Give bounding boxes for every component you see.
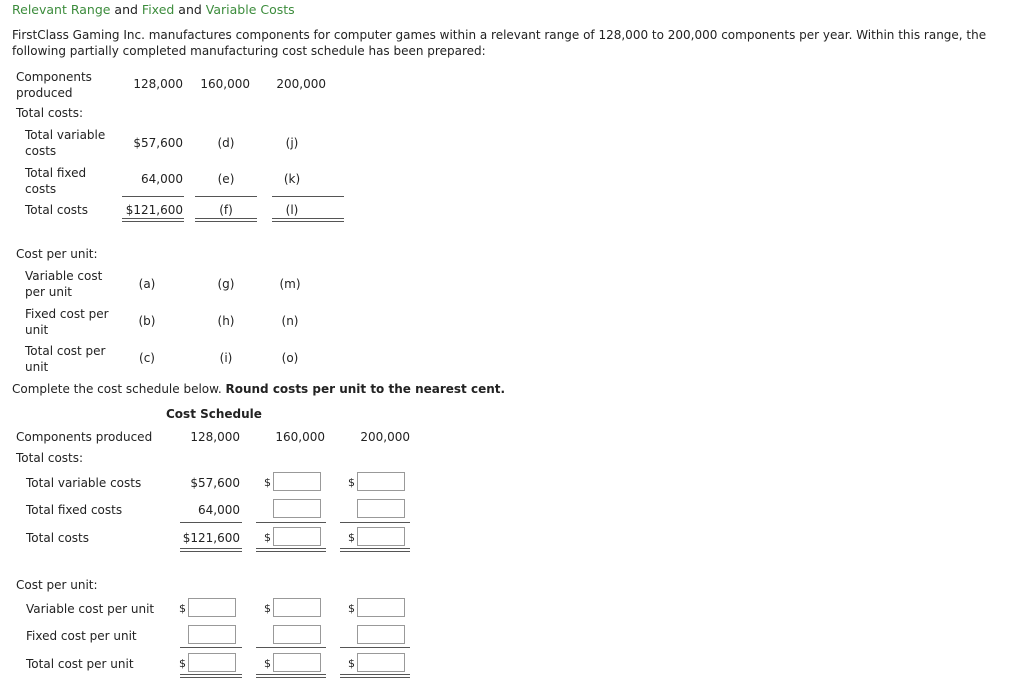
underline: [272, 196, 344, 197]
total-cost-per-unit-160000-input[interactable]: [273, 653, 321, 672]
cell-value: (m): [279, 277, 301, 291]
intro-paragraph: FirstClass Gaming Inc. manufactures components for computer games within a relevant range of 128,000 to 200,000 components per year. Within this range, the following partially completed manufacturing cost schedule has been prepared:: [12, 28, 987, 58]
row-label: Total variable costs: [26, 476, 142, 490]
row-label: Variable cost per unit: [26, 602, 155, 616]
variable-cost-per-unit-128000-input[interactable]: [188, 598, 236, 617]
col-header: 160,000: [200, 77, 250, 91]
underline: [256, 647, 326, 648]
dollar-sign: $: [348, 602, 355, 615]
underline: [256, 522, 326, 523]
cost-per-unit-label: Cost per unit:: [16, 578, 98, 592]
row-label: Total variable costs: [25, 128, 106, 158]
dollar-sign: $: [264, 657, 271, 670]
double-underline: [195, 218, 257, 222]
double-underline: [340, 674, 410, 678]
row-label: Total costs: [26, 531, 89, 545]
row-label: Total cost per unit: [25, 344, 106, 374]
double-underline: [180, 548, 242, 552]
dollar-sign: $: [179, 602, 186, 615]
total-fixed-costs-200000-input[interactable]: [357, 499, 405, 518]
dollar-sign: $: [179, 657, 186, 670]
cell-value: $57,600: [133, 136, 183, 150]
cell-value: $121,600: [125, 203, 183, 217]
heading-and: and: [174, 2, 206, 17]
cell-value: (n): [281, 314, 299, 328]
components-produced-label: Components produced: [16, 430, 153, 444]
dollar-sign: $: [264, 476, 271, 489]
instruction-bold: Round costs per unit to the nearest cent.: [225, 382, 506, 396]
double-underline: [180, 674, 242, 678]
total-costs-label: Total costs:: [16, 451, 84, 465]
cell-value: (k): [283, 172, 301, 186]
cell-value: (g): [217, 277, 235, 291]
cell-value: (b): [138, 314, 156, 328]
underline: [340, 647, 410, 648]
cell-value: (c): [139, 351, 155, 365]
cost-schedule-title: Cost Schedule: [166, 407, 262, 421]
cell-value: 64,000: [141, 172, 183, 186]
row-label: Total cost per unit: [26, 657, 134, 671]
heading-link-variable-costs[interactable]: Variable Costs: [205, 2, 295, 17]
instruction-normal: Complete the cost schedule below.: [12, 382, 226, 396]
variable-cost-per-unit-160000-input[interactable]: [273, 598, 321, 617]
col-header: 200,000: [276, 77, 326, 91]
underline: [180, 522, 242, 523]
page-heading: [12, 2, 295, 17]
cell-value: (j): [285, 136, 299, 150]
total-costs-200000-input[interactable]: [357, 527, 405, 546]
variable-cost-per-unit-200000-input[interactable]: [357, 598, 405, 617]
cell-value: 64,000: [198, 503, 240, 517]
total-fixed-costs-160000-input[interactable]: [273, 499, 321, 518]
row-label: Variable cost per unit: [25, 269, 103, 299]
cell-value: (f): [219, 203, 233, 217]
underline: [340, 522, 410, 523]
col-header: 160,000: [275, 430, 325, 444]
row-label: Fixed cost per unit: [26, 629, 137, 643]
row-label: Total fixed costs: [26, 503, 123, 517]
cell-value: (h): [217, 314, 235, 328]
dollar-sign: $: [348, 657, 355, 670]
double-underline: [256, 674, 326, 678]
dollar-sign: $: [264, 531, 271, 544]
total-cost-per-unit-200000-input[interactable]: [357, 653, 405, 672]
fixed-cost-per-unit-200000-input[interactable]: [357, 625, 405, 644]
col-header: 128,000: [190, 430, 240, 444]
row-label: Total costs: [25, 203, 88, 217]
total-cost-per-unit-128000-input[interactable]: [188, 653, 236, 672]
col-header: 200,000: [360, 430, 410, 444]
instruction-text: [12, 382, 505, 396]
dollar-sign: $: [348, 531, 355, 544]
row-label: Total fixed costs: [25, 166, 87, 196]
heading-link-relevant-range[interactable]: Relevant Range: [12, 2, 111, 17]
cell-value: (o): [281, 351, 299, 365]
total-costs-label: Total costs:: [16, 106, 84, 120]
cell-value: (a): [138, 277, 156, 291]
dollar-sign: $: [264, 602, 271, 615]
cell-value: $57,600: [190, 476, 240, 490]
double-underline: [272, 218, 344, 222]
cell-value: $121,600: [182, 531, 240, 545]
row-label: Fixed cost per unit: [25, 307, 109, 337]
double-underline: [256, 548, 326, 552]
cell-value: (l): [285, 203, 299, 217]
cell-value: (d): [217, 136, 235, 150]
fixed-cost-per-unit-128000-input[interactable]: [188, 625, 236, 644]
cost-per-unit-label: Cost per unit:: [16, 247, 98, 261]
total-variable-costs-160000-input[interactable]: [273, 472, 321, 491]
underline: [195, 196, 257, 197]
fixed-cost-per-unit-160000-input[interactable]: [273, 625, 321, 644]
underline: [180, 647, 242, 648]
components-produced-label: Components produced: [16, 70, 92, 100]
col-header: 128,000: [133, 77, 183, 91]
double-underline: [122, 218, 184, 222]
total-variable-costs-200000-input[interactable]: [357, 472, 405, 491]
cell-value: (e): [217, 172, 235, 186]
heading-and: and: [110, 2, 142, 17]
cell-value: (i): [219, 351, 233, 365]
double-underline: [340, 548, 410, 552]
dollar-sign: $: [348, 476, 355, 489]
heading-link-fixed[interactable]: Fixed: [141, 2, 175, 17]
underline: [122, 196, 184, 197]
total-costs-160000-input[interactable]: [273, 527, 321, 546]
